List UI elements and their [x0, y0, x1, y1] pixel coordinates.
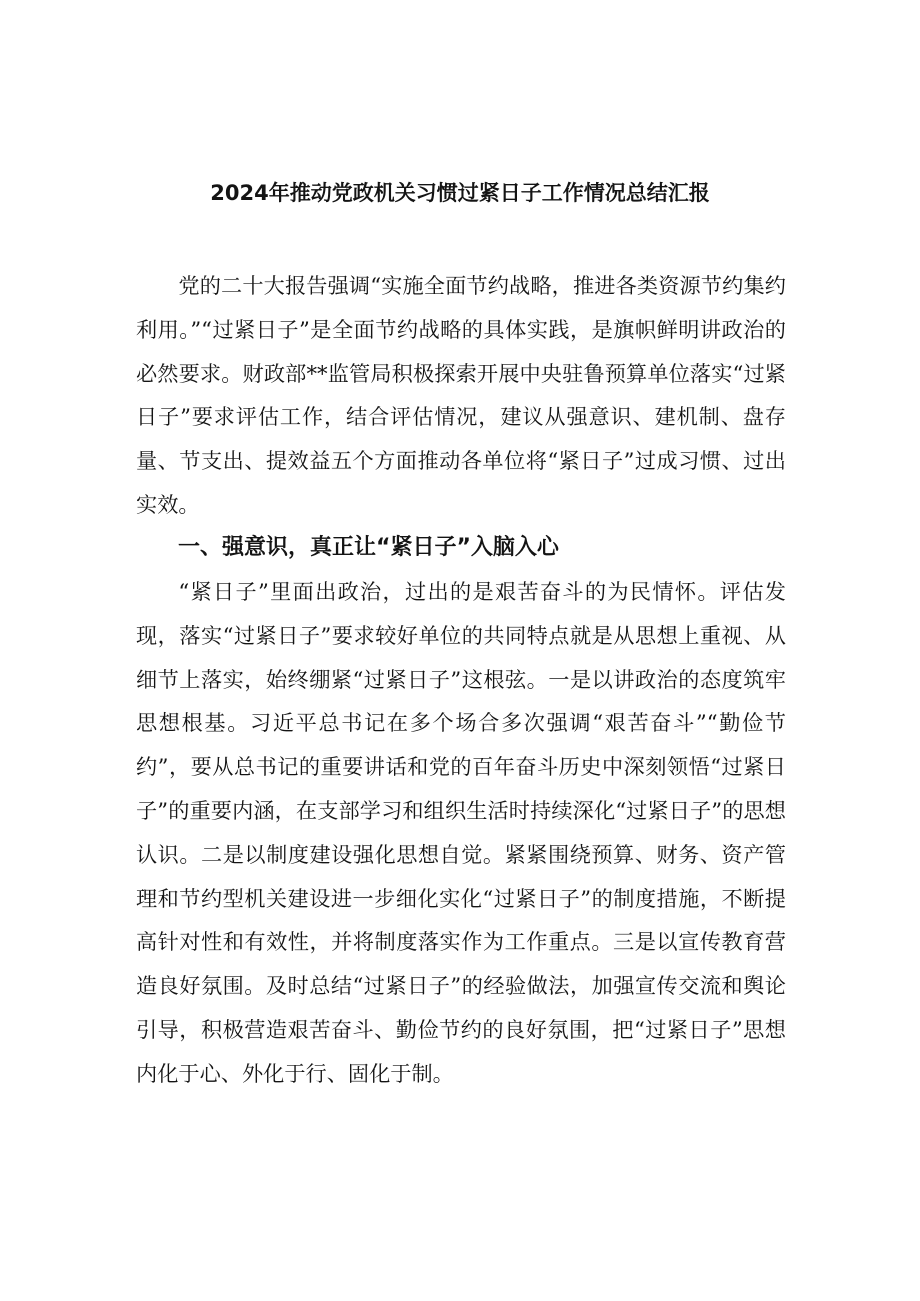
document-title: 2024年推动党政机关习惯过紧日子工作情况总结汇报 — [210, 181, 710, 205]
intro-paragraph: 党的二十大报告强调“实施全面节约战略，推进各类资源节约集约利用。”“过紧日子”是全面节约战略的具体实践，是旗帜鲜明讲政治的必然要求。财政部**监管局积极探索开展中央驻鲁预算单位落实“过紧日子”要求评估工作，结合评估情况，建议从强意识、建机制、盘存量、节支出、提效益五个方面推动各单位将“紧日子”过成习惯、过出实效。 — [136, 273, 786, 517]
section-1-paragraph: “紧日子”里面出政治，过出的是艰苦奋斗的为民情怀。评估发现，落实“过紧日子”要求较好单位的共同特点就是从思想上重视、从细节上落实，始终绷紧“过紧日子”这根弦。一是以讲政治的态度筑牢思想根基。习近平总书记在多个场合多次强调“艰苦奋斗”“勤俭节约”，要从总书记的重要讲话和党的百年奋斗历史中深刻领悟“过紧日子”的重要内涵，在支部学习和组织生活时持续深化“过紧日子”的思想认识。二是以制度建设强化思想自觉。紧紧围绕预算、财务、资产管理和节约型机关建设进一步细化实化“过紧日子”的制度措施，不断提高针对性和有效性，并将制度落实作为工作重点。三是以宣传教育营造良好氛围。及时总结“过紧日子”的经验做法，加强宣传交流和舆论引导，积极营造艰苦奋斗、勤俭节约的良好氛围，把“过紧日子”思想内化于心、外化于行、固化于制。 — [136, 579, 786, 1086]
section-1-heading: 一、强意识，真正让“紧日子”入脑入心 — [178, 535, 559, 560]
